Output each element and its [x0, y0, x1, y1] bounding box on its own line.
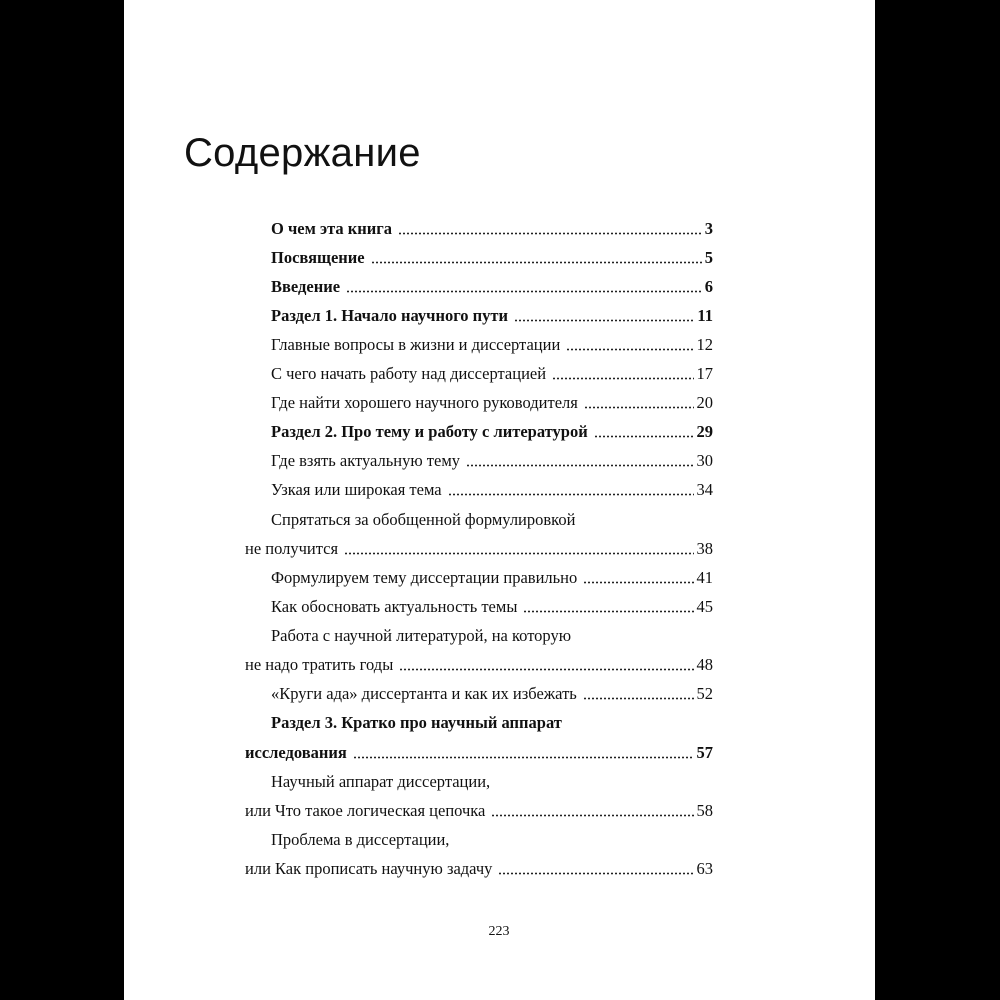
- toc-entry-page: 3: [704, 219, 713, 238]
- toc-entry-title: Раздел 2. Про тему и работу с литературой: [271, 422, 588, 441]
- toc-entry-title: Узкая или широкая тема: [271, 480, 442, 499]
- dot-leader: [344, 552, 693, 555]
- toc-entry: [245, 648, 713, 676]
- toc-entry-page: 45: [696, 597, 713, 616]
- toc-entry: [245, 532, 713, 560]
- dot-leader: [353, 756, 694, 759]
- toc-entry-page: 38: [696, 539, 713, 558]
- toc-entry: [271, 619, 713, 647]
- toc-entry-page: 12: [696, 335, 713, 354]
- toc-entry-page: 57: [696, 743, 713, 762]
- toc-entry-title: не получится: [245, 539, 339, 558]
- toc-entry: [271, 823, 713, 851]
- toc-entry: [271, 415, 713, 443]
- toc-entry-title: Проблема в диссертации,: [271, 830, 450, 849]
- toc-entry-page: 41: [696, 568, 713, 587]
- toc-entry-title: Посвящение: [271, 248, 365, 267]
- toc-entry-title: исследования: [245, 743, 347, 762]
- toc-entry-title: Научный аппарат диссертации,: [271, 772, 491, 791]
- toc-entry: [271, 590, 713, 618]
- toc-entry: [245, 736, 713, 764]
- toc-entry-title: Раздел 3. Кратко про научный аппарат: [271, 713, 562, 732]
- toc-entry-title: Раздел 1. Начало научного пути: [271, 306, 509, 325]
- toc-entry-title: Главные вопросы в жизни и диссертации: [271, 335, 561, 354]
- toc-entry-page: 17: [696, 364, 713, 383]
- dot-leader: [398, 232, 702, 235]
- dot-leader: [552, 377, 693, 380]
- toc-entry: [271, 444, 713, 472]
- toc-entry-page: 30: [696, 451, 713, 470]
- toc-entry-title: не надо тратить годы: [245, 655, 394, 674]
- toc-entry-title: Спрятаться за обобщенной формулировкой: [271, 510, 576, 529]
- toc-entry-page: 5: [704, 248, 713, 267]
- toc-entry-page: 48: [696, 655, 713, 674]
- dot-leader: [584, 406, 694, 409]
- dot-leader: [566, 348, 693, 351]
- toc-entry-page: 52: [696, 684, 713, 703]
- toc-entry-page: 63: [696, 859, 713, 878]
- toc-entry-title: или Как прописать научную задачу: [245, 859, 493, 878]
- toc-entry: [271, 270, 713, 298]
- toc-entry-page: 6: [704, 277, 713, 296]
- dot-leader: [594, 435, 694, 438]
- book-page: [124, 0, 875, 1000]
- toc-entry: [271, 357, 713, 385]
- toc-entry: [271, 561, 713, 589]
- dot-leader: [523, 610, 693, 613]
- toc-entry: [245, 852, 713, 880]
- toc-entry-title: или Что такое логическая цепочка: [245, 801, 486, 820]
- dot-leader: [583, 581, 693, 584]
- toc-entry-title: Введение: [271, 277, 341, 296]
- dot-leader: [583, 697, 694, 700]
- dot-leader: [448, 493, 694, 496]
- dot-leader: [466, 464, 693, 467]
- toc-entry-page: 58: [696, 801, 713, 820]
- toc-entry: [271, 241, 713, 269]
- toc-entry-title: Как обосновать актуальность темы: [271, 597, 518, 616]
- toc-entry-title: Где взять актуальную тему: [271, 451, 461, 470]
- dot-leader: [514, 319, 694, 322]
- toc-entry: [271, 473, 713, 501]
- toc-entry: [271, 212, 713, 240]
- toc-entry-title: Формулируем тему диссертации правильно: [271, 568, 578, 587]
- toc-entry-title: Работа с научной литературой, на которую: [271, 626, 572, 645]
- page-number: 223: [488, 924, 510, 939]
- dot-leader: [491, 814, 693, 817]
- dot-leader: [371, 261, 702, 264]
- toc-entry-title: С чего начать работу над диссертацией: [271, 364, 547, 383]
- toc-entry-title: Где найти хорошего научного руководителя: [271, 393, 578, 412]
- toc-entry-page: 20: [696, 393, 713, 412]
- table-of-contents: [124, 0, 875, 900]
- toc-entry-title: «Круги ада» диссертанта и как их избежать: [271, 684, 577, 703]
- toc-entry-page: 29: [696, 422, 713, 441]
- toc-entry-page: 11: [697, 306, 713, 325]
- dot-leader: [498, 872, 693, 875]
- toc-entry: [271, 328, 713, 356]
- toc-entry: [271, 299, 713, 327]
- toc-entry: [271, 677, 713, 705]
- dot-leader: [346, 290, 702, 293]
- toc-entry: [271, 503, 713, 531]
- dot-leader: [399, 668, 693, 671]
- toc-entry: [271, 386, 713, 414]
- toc-entry-page: 34: [696, 480, 713, 499]
- toc-entry: [271, 765, 713, 793]
- toc-entry: [245, 794, 713, 822]
- toc-entry: [271, 706, 713, 734]
- toc-entry-title: О чем эта книга: [271, 219, 393, 238]
- page-title: Содержание: [184, 131, 421, 175]
